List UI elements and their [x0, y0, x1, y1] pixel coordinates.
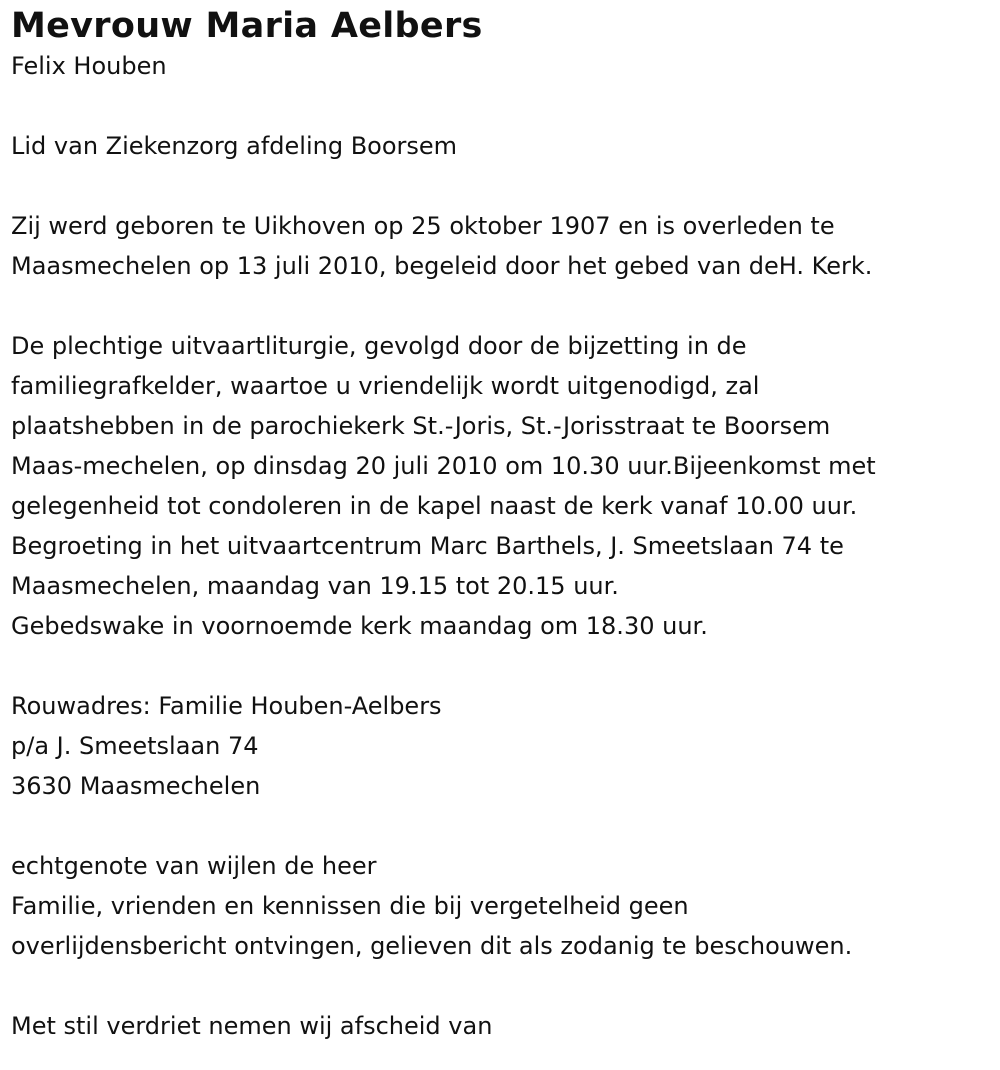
text-line: Gebedswake in voornoemde kerk maandag om 18.30 uur.: [11, 612, 708, 640]
spacer: [11, 286, 1000, 326]
funeral-paragraph: [11, 326, 1000, 646]
text-line: plaatshebben in de parochiekerk St.-Joris, St.-Jorisstraat te Boorsem: [11, 412, 831, 440]
membership-line: Lid van Ziekenzorg afdeling Boorsem: [11, 132, 458, 160]
spacer: [11, 806, 1000, 846]
address-line: 3630 Maasmechelen: [11, 772, 261, 800]
spacer: [11, 166, 1000, 206]
text-line: gelegenheid tot condoleren in de kapel naast de kerk vanaf 10.00 uur.: [11, 492, 858, 520]
mourning-address: [11, 686, 1000, 806]
text-line: Maasmechelen op 13 juli 2010, begeleid door het gebed van deH. Kerk.: [11, 252, 873, 280]
closing-paragraph: [11, 846, 1000, 966]
spacer: [11, 966, 1000, 1006]
birth-death-paragraph: [11, 206, 1000, 286]
text-line: familiegrafkelder, waartoe u vriendelijk wordt uitgenodigd, zal: [11, 372, 760, 400]
page-title: Mevrouw Maria Aelbers: [11, 6, 483, 46]
spacer: [11, 86, 1000, 126]
farewell-line: Met stil verdriet nemen wij afscheid van: [11, 1012, 493, 1040]
text-line: De plechtige uitvaartliturgie, gevolgd door de bijzetting in de: [11, 332, 747, 360]
spacer: [11, 646, 1000, 686]
address-line: Rouwadres: Familie Houben-Aelbers: [11, 692, 442, 720]
text-line: Begroeting in het uitvaartcentrum Marc Barthels, J. Smeetslaan 74 te: [11, 532, 844, 560]
spouse-name: Felix Houben: [11, 52, 167, 80]
text-line: Maas-mechelen, op dinsdag 20 juli 2010 om 10.30 uur.Bijeenkomst met: [11, 452, 876, 480]
text-line: overlijdensbericht ontvingen, gelieven dit als zodanig te beschouwen.: [11, 932, 853, 960]
text-line: Familie, vrienden en kennissen die bij vergetelheid geen: [11, 892, 689, 920]
text-line: echtgenote van wijlen de heer: [11, 852, 377, 880]
text-line: Maasmechelen, maandag van 19.15 tot 20.15 uur.: [11, 572, 619, 600]
address-line: p/a J. Smeetslaan 74: [11, 732, 259, 760]
text-line: Zij werd geboren te Uikhoven op 25 oktober 1907 en is overleden te: [11, 212, 835, 240]
